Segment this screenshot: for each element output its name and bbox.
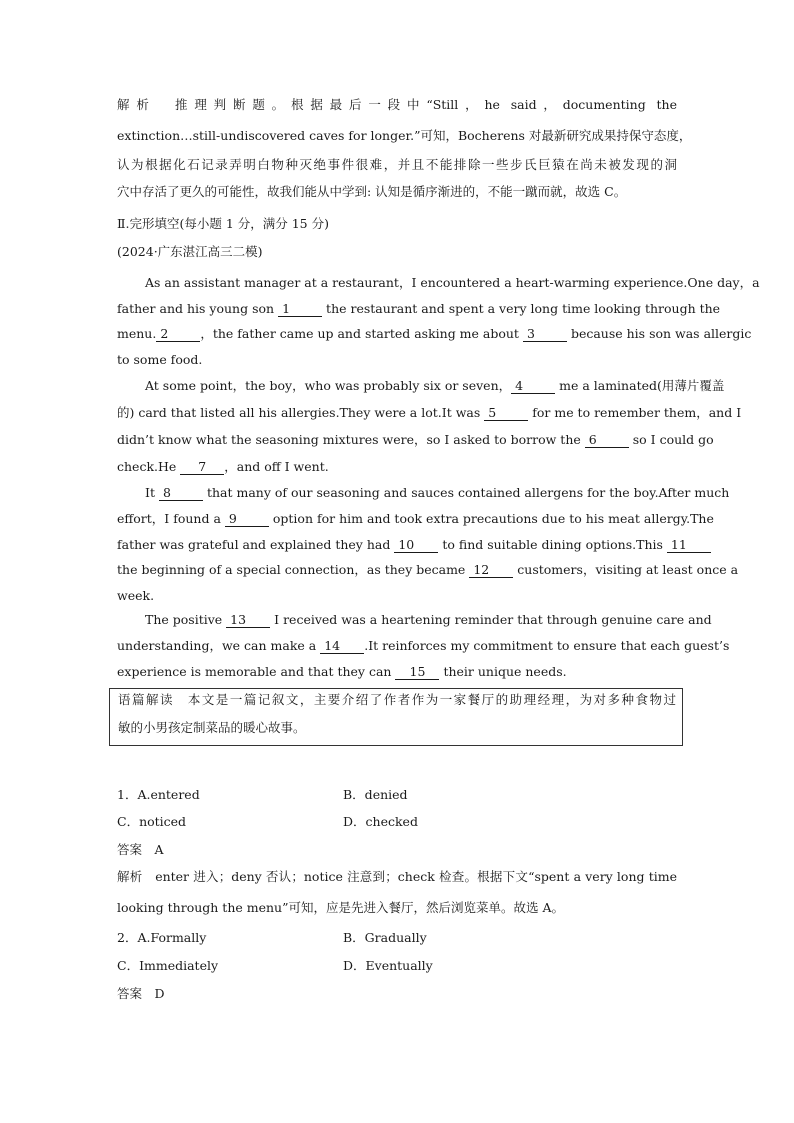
p1-text: the restaurant and spent a very long time looking through the (326, 301, 721, 316)
blank-10: 10 (394, 537, 438, 553)
blank-8: 8 (159, 485, 203, 501)
blank-11: 11 (667, 537, 711, 553)
p4-text: I received was a heartening reminder that through genuine care and (274, 612, 712, 627)
blank-6: 6 (585, 432, 629, 448)
p2-line-3 (117, 431, 714, 449)
prev-analysis-line-4: 穴中存活了更久的可能性，故我们能从中学到: 认知是循序渐进的，不能一蹴而就，故选 C。 (117, 184, 627, 199)
p2-text: check.He (117, 459, 177, 474)
p4-line-1 (145, 611, 712, 629)
p2-line-4 (117, 458, 677, 476)
p1-line-3 (117, 325, 752, 343)
blank-12: 12 (469, 562, 513, 578)
blank-7: 7 (180, 459, 224, 475)
blank-9: 9 (225, 511, 269, 527)
p3-line-2 (117, 510, 714, 528)
option-text: A.Formally (137, 930, 207, 945)
reading-summary-line-2: 敏的小男孩定制菜品的暖心故事。 (118, 720, 306, 735)
question-1-answer: 答案 A (117, 842, 164, 857)
blank-4: 4 (511, 378, 555, 394)
question-1-option-d: D．checked (343, 814, 418, 829)
p3-text: that many of our seasoning and sauces contained allergens for the boy.After much (206, 485, 730, 500)
section-heading: Ⅱ.完形填空(每小题 1 分，满分 15 分) (117, 216, 329, 231)
question-2-option-d: D．Eventually (343, 958, 433, 973)
p2-text: me a laminated(用薄片覆盖 (559, 378, 725, 393)
blank-1: 1 (278, 301, 322, 317)
p1-text: father and his young son (117, 301, 275, 316)
p3-line-1 (145, 484, 730, 502)
blank-3: 3 (523, 326, 567, 342)
question-number: 1． (117, 787, 138, 802)
p3-line-5: week. (117, 588, 155, 603)
p1-line-4: to some food. (117, 352, 203, 367)
p1-text: because his son was allergic (570, 326, 752, 341)
p2-text: 的) card that listed all his allergies.They were a lot.It was (117, 405, 481, 420)
blank-15: 15 (395, 664, 439, 680)
p4-text: experience is memorable and that they can (117, 664, 392, 679)
reading-summary-line-1: 语篇解读 本文是一篇记叙文，主要介绍了作者作为一家餐厅的助理经理，为对多种食物过 (118, 692, 676, 707)
p3-text: option for him and took extra precautions due to his meat allergy.The (272, 511, 714, 526)
question-2-option-b: B．Gradually (343, 930, 427, 945)
question-1-option-c: C．noticed (117, 814, 187, 829)
blank-5: 5 (484, 405, 528, 421)
prev-analysis-line-3: 认为根据化石记录弄明白物种灭绝事件很难，并且不能排除一些步氏巨猿在尚未被发现的洞 (117, 157, 677, 172)
p4-text: their unique needs. (443, 664, 567, 679)
p2-text: At some point，the boy，who was probably six or seven， (145, 378, 512, 393)
question-number: 2． (117, 930, 138, 945)
p4-text: understanding，we can make a (117, 638, 317, 653)
question-1-analysis-line-1: 解析 enter 进入；deny 否认；notice 注意到；check 检查。根据下文“spent a very long time (117, 869, 677, 884)
section-source: (2024·广东湛江高三二模) (117, 244, 263, 259)
p2-line-2 (117, 404, 742, 422)
p2-text: didn’t know what the seasoning mixtures were，so I asked to borrow the (117, 432, 581, 447)
p3-text: customers，visiting at least once a (517, 562, 739, 577)
question-1-analysis-line-2: looking through the menu”可知，应是先进入餐厅，然后浏览菜单。故选 A。 (117, 900, 564, 915)
p2-text: ，and off I went. (224, 459, 329, 474)
question-2-option-c: C．Immediately (117, 958, 219, 973)
p2-line-1 (145, 377, 725, 395)
p3-text: to find suitable dining options.This (442, 537, 663, 552)
p4-line-2 (117, 637, 730, 655)
p1-text: menu. (117, 326, 157, 341)
p3-text: father was grateful and explained they had (117, 537, 391, 552)
option-text: A.entered (137, 787, 200, 802)
reading-summary-box (109, 688, 683, 746)
question-1-option-b: B．denied (343, 787, 408, 802)
p1-line-2 (117, 300, 721, 318)
p2-text: so I could go (632, 432, 714, 447)
p4-line-3 (117, 663, 677, 681)
question-2-option-a (117, 929, 206, 947)
question-2-answer: 答案 D (117, 986, 165, 1001)
question-1-option-a (117, 786, 200, 804)
p3-text: effort，I found a (117, 511, 221, 526)
blank-14: 14 (320, 638, 364, 654)
p4-text: .It reinforces my commitment to ensure that each guest’s (364, 638, 730, 653)
prev-analysis-line-2: extinction…still-undiscovered caves for longer.”可知，Bocherens 对最新研究成果持保守态度， (117, 128, 692, 143)
p2-text: for me to remember them，and I (532, 405, 742, 420)
p3-line-4 (117, 561, 739, 579)
p3-text: It (145, 485, 155, 500)
p3-line-3 (117, 536, 687, 554)
p1-text: ，the father came up and started asking me about (200, 326, 519, 341)
p1-line-1: As an assistant manager at a restaurant，I encountered a heart-warming experience.One day，a (145, 275, 760, 290)
blank-13: 13 (226, 612, 270, 628)
blank-2: 2 (156, 326, 200, 342)
prev-analysis-line-1: 解析 推理判断题。根据最后一段中“Still，he said，documenting the (117, 97, 677, 112)
p4-text: The positive (145, 612, 223, 627)
p3-text: the beginning of a special connection，as they became (117, 562, 466, 577)
